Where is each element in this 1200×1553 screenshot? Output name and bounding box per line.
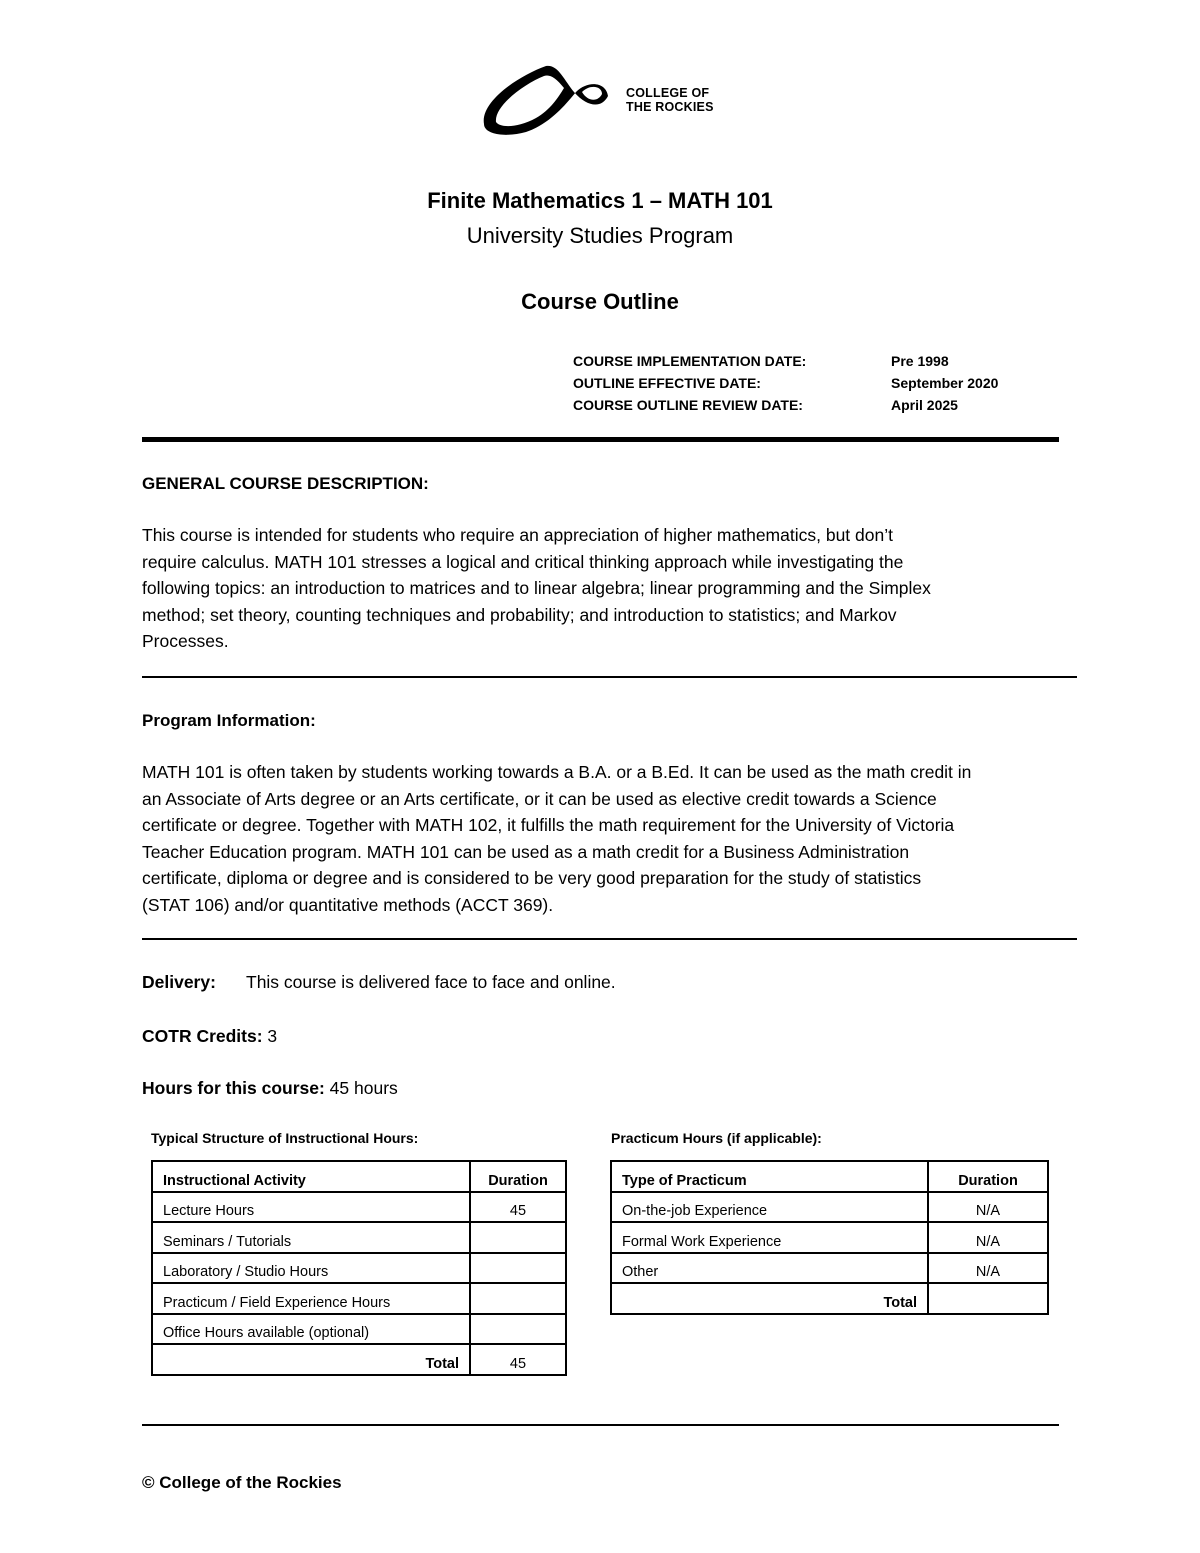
- section-divider: [142, 676, 1077, 678]
- credits-value: 3: [262, 1026, 278, 1046]
- duration-cell: 45: [470, 1192, 566, 1223]
- table-header-cell: Type of Practicum: [611, 1161, 928, 1192]
- logo-line-1: COLLEGE OF: [626, 86, 710, 100]
- dates-block: [573, 353, 998, 419]
- table-row: [152, 1222, 566, 1253]
- program-subtitle: University Studies Program: [466, 223, 734, 248]
- activity-cell: Office Hours available (optional): [152, 1314, 470, 1345]
- table-row: [611, 1253, 1048, 1284]
- section-divider: [142, 938, 1077, 940]
- delivery-label: Delivery:: [142, 972, 216, 992]
- date-label: COURSE OUTLINE REVIEW DATE:: [573, 397, 803, 413]
- duration-cell: N/A: [928, 1192, 1048, 1223]
- practicum-hours-caption: Practicum Hours (if applicable):: [611, 1130, 822, 1146]
- paragraph-line: MATH 101 is often taken by students working towards a B.A. or a B.Ed. It can be used as the math credit in: [142, 762, 972, 782]
- table-row: [611, 1222, 1048, 1253]
- course-title: Finite Mathematics 1 – MATH 101: [427, 188, 773, 213]
- delivery-line: [142, 972, 616, 993]
- duration-cell: [470, 1253, 566, 1284]
- paragraph-line: following topics: an introduction to matrices and to linear algebra; linear programming and the Simplex: [142, 578, 931, 598]
- date-row: [573, 397, 998, 419]
- table-header-cell: Duration: [470, 1161, 566, 1192]
- instructional-hours-table: [151, 1160, 567, 1376]
- date-value: September 2020: [891, 375, 999, 391]
- practicum-hours-table: [610, 1160, 1049, 1315]
- date-value: Pre 1998: [891, 353, 949, 369]
- program-information-heading: Program Information:: [142, 711, 316, 730]
- paragraph-line: an Associate of Arts degree or an Arts certificate, or it can be used as elective credit towards a Science: [142, 788, 937, 809]
- table-total-row: [611, 1283, 1048, 1314]
- hours-value: 45 hours: [324, 1078, 398, 1098]
- activity-cell: Lecture Hours: [152, 1192, 470, 1223]
- activity-cell: Practicum / Field Experience Hours: [152, 1283, 470, 1314]
- duration-cell: [470, 1314, 566, 1345]
- credits-line: [142, 1026, 277, 1047]
- total-value-cell: 45: [470, 1344, 566, 1375]
- table-header-row: [611, 1161, 1048, 1192]
- practicum-type-cell: Other: [611, 1253, 928, 1284]
- general-description-heading: GENERAL COURSE DESCRIPTION:: [142, 474, 429, 493]
- table-row: [152, 1253, 566, 1284]
- duration-cell: N/A: [928, 1253, 1048, 1284]
- date-row: [573, 353, 998, 375]
- instructional-hours-caption: Typical Structure of Instructional Hours:: [151, 1130, 419, 1146]
- date-row: [573, 375, 998, 397]
- date-label: COURSE IMPLEMENTATION DATE:: [573, 353, 807, 369]
- total-label-cell: Total: [152, 1344, 470, 1375]
- table-total-row: [152, 1344, 566, 1375]
- program-information-paragraph: [142, 759, 1092, 918]
- table-header-cell: Instructional Activity: [152, 1161, 470, 1192]
- table-header-row: [152, 1161, 566, 1192]
- paragraph-line: Teacher Education program. MATH 101 can be used as a math credit for a Business Administration: [142, 841, 910, 862]
- paragraph-line: Processes.: [142, 631, 229, 651]
- logo-line-2: THE ROCKIES: [626, 100, 714, 114]
- document-title: Course Outline: [521, 289, 679, 314]
- date-label: OUTLINE EFFECTIVE DATE:: [573, 375, 761, 391]
- total-label-cell: Total: [611, 1283, 928, 1314]
- paragraph-line: (STAT 106) and/or quantitative methods (ACCT 369).: [142, 894, 554, 915]
- footer-divider: [142, 1424, 1059, 1426]
- activity-cell: Laboratory / Studio Hours: [152, 1253, 470, 1284]
- hours-line: [142, 1078, 398, 1099]
- table-row: [152, 1314, 566, 1345]
- thick-divider: [142, 437, 1059, 442]
- total-value-cell: [928, 1283, 1048, 1314]
- paragraph-line: certificate, diploma or degree and is considered to be very good preparation for the study of statistics: [142, 868, 922, 888]
- duration-cell: [470, 1283, 566, 1314]
- table-row: [152, 1192, 566, 1223]
- copyright-footer: © College of the Rockies: [142, 1473, 342, 1492]
- practicum-type-cell: On-the-job Experience: [611, 1192, 928, 1223]
- delivery-value: This course is delivered face to face and online.: [246, 972, 616, 992]
- activity-cell: Seminars / Tutorials: [152, 1222, 470, 1253]
- table-row: [152, 1283, 566, 1314]
- credits-label: COTR Credits:: [142, 1026, 263, 1046]
- duration-cell: N/A: [928, 1222, 1048, 1253]
- hours-label: Hours for this course:: [142, 1078, 325, 1098]
- duration-cell: [470, 1222, 566, 1253]
- table-header-cell: Duration: [928, 1161, 1048, 1192]
- paragraph-line: method; set theory, counting techniques and probability; and introduction to statistics; and Markov: [142, 604, 897, 625]
- logo-wordmark: [626, 86, 714, 114]
- paragraph-line: certificate or degree. Together with MATH 102, it fulfills the math requirement for the University of Victoria: [142, 815, 955, 835]
- practicum-type-cell: Formal Work Experience: [611, 1222, 928, 1253]
- paragraph-line: require calculus. MATH 101 stresses a logical and critical thinking approach while investigating the: [142, 551, 904, 572]
- date-value: April 2025: [891, 397, 958, 413]
- table-row: [611, 1192, 1048, 1223]
- general-description-paragraph: [142, 522, 1092, 655]
- paragraph-line: This course is intended for students who require an appreciation of higher mathematics, but don’t: [142, 525, 893, 545]
